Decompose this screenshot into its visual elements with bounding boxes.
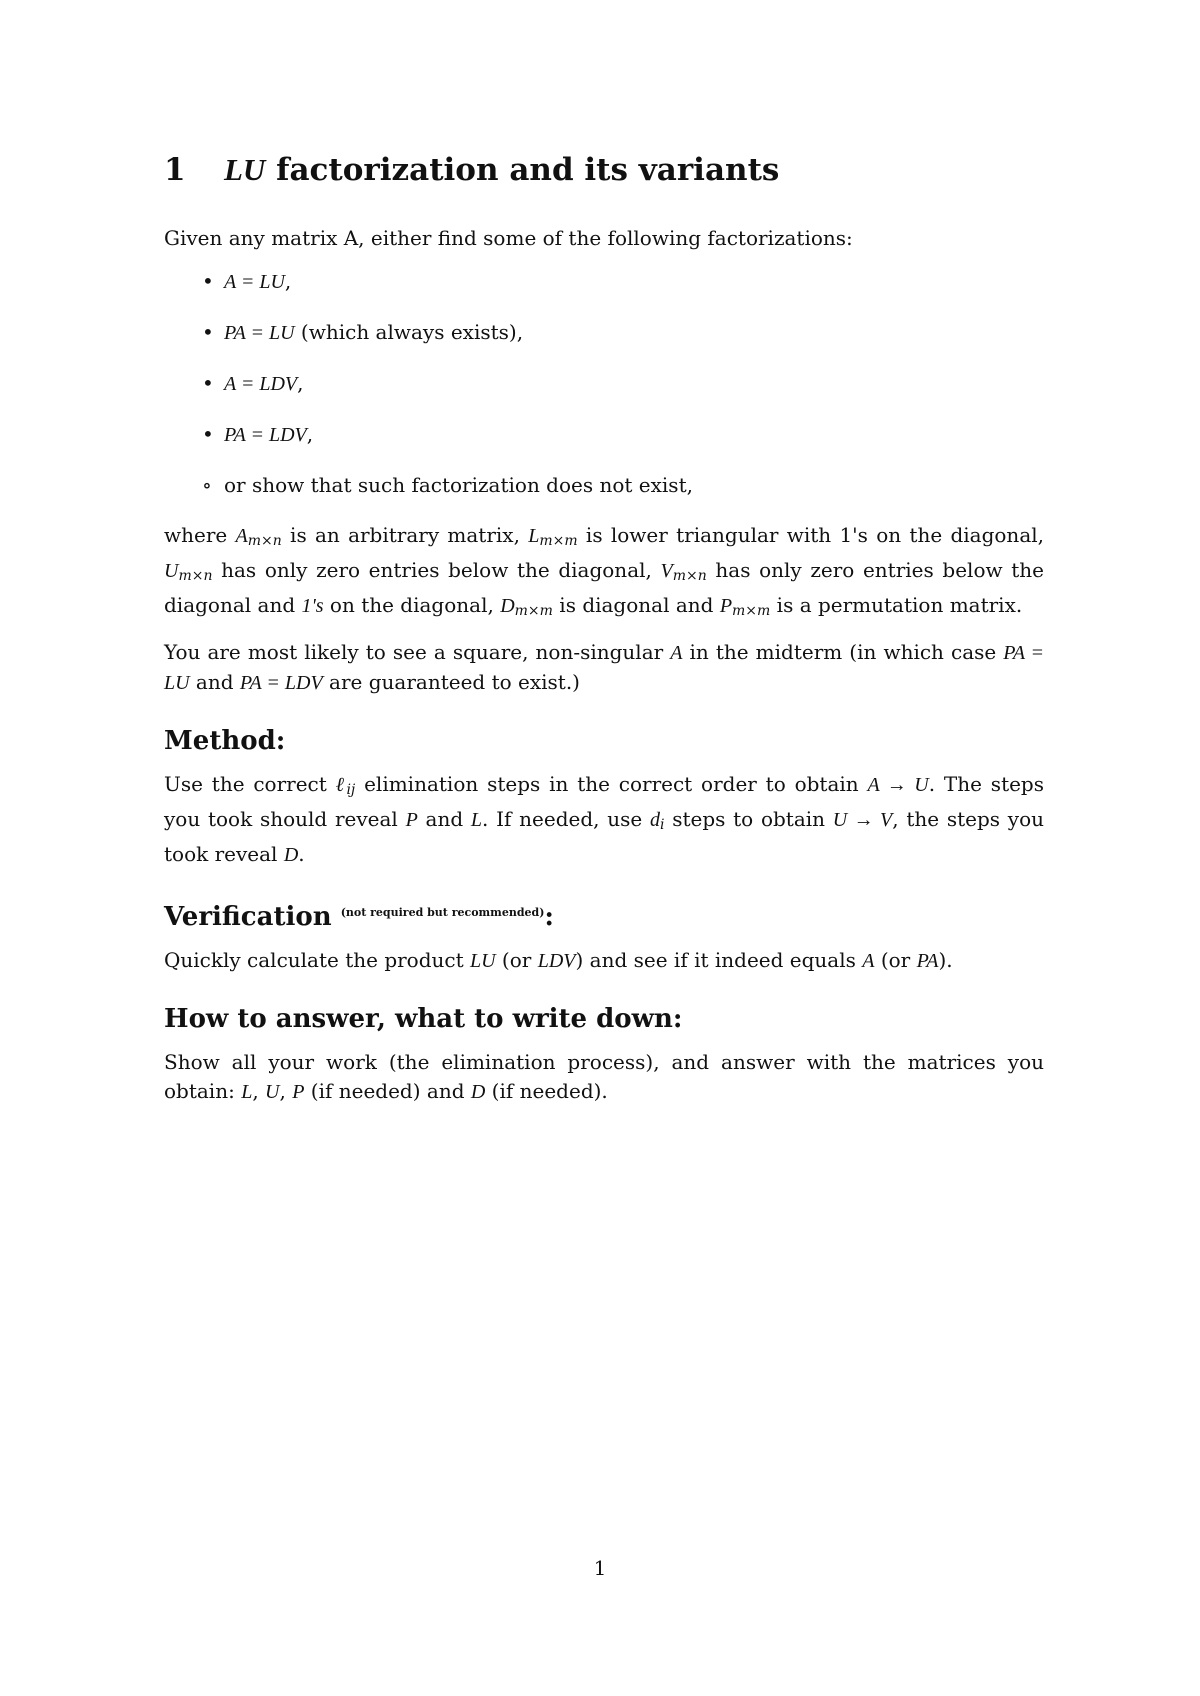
math-ell: ℓ — [335, 774, 347, 796]
text-run: . If needed, use — [482, 807, 650, 831]
section-title-math: LU — [224, 152, 266, 187]
subscript: i — [659, 817, 665, 833]
method-paragraph — [164, 770, 1044, 870]
math-P: P — [719, 595, 733, 617]
subscript: m×n — [672, 568, 707, 584]
section-heading — [164, 150, 1044, 190]
bullet-icon: • — [202, 422, 214, 446]
heading-text: Verification — [164, 902, 332, 932]
text-run: is diagonal and — [552, 593, 720, 617]
text-run: ). — [938, 948, 953, 972]
text-run: (if needed). — [485, 1079, 608, 1103]
math-equation: PA = LU — [164, 642, 1044, 694]
page-content — [164, 150, 1044, 1119]
math-LDV: LDV — [537, 950, 576, 972]
subscript: m×m — [539, 533, 578, 549]
intro-paragraph: Given any matrix A, either find some of the following factorizations: — [164, 226, 853, 250]
item-math: A = LU — [224, 271, 285, 293]
text-run: in the midterm (in which case — [682, 640, 1004, 664]
math-L: L — [241, 1081, 253, 1103]
bullet-icon: • — [202, 371, 214, 395]
subscript: m×n — [247, 533, 282, 549]
math-U: U — [164, 560, 179, 582]
verification-heading — [164, 896, 1044, 934]
subscript: m×n — [178, 568, 213, 584]
text-run: Use the correct — [164, 772, 336, 796]
circle-bullet-icon: ∘ — [202, 473, 212, 497]
list-item — [164, 318, 1044, 348]
text-run: has only zero entries below the diagonal and — [164, 558, 1044, 617]
text-run: elimination steps in the correct order to obtain — [355, 772, 868, 796]
item-text: , — [297, 371, 304, 395]
item-text: , — [306, 422, 314, 446]
text-run: has only zero entries below the diagonal, — [212, 558, 661, 582]
math-equation: A → U — [867, 774, 929, 796]
text-run: , the steps you took reveal — [164, 807, 1044, 866]
text-run: , — [252, 1079, 266, 1103]
text-run: (or — [874, 948, 917, 972]
item-math: PA = LDV — [224, 424, 307, 446]
math-D: D — [283, 844, 299, 866]
math-A: A — [670, 642, 683, 664]
math-D: D — [500, 595, 515, 617]
item-math: A = LDV — [224, 373, 298, 395]
math-P: P — [405, 809, 418, 831]
text-run: . The steps you took should reveal — [164, 772, 1045, 831]
math-ones: 1's — [301, 595, 324, 617]
subscript: m×m — [514, 603, 553, 619]
midterm-paragraph — [164, 638, 1044, 698]
heading-colon: : — [544, 902, 555, 932]
math-equation: U → V — [832, 809, 893, 831]
subscript: m×m — [732, 603, 771, 619]
text-run: is a permutation matrix. — [770, 593, 1023, 617]
section-number: 1 — [164, 152, 186, 188]
text-run: (or — [495, 948, 538, 972]
math-L: L — [528, 525, 540, 547]
answer-heading: How to answer, what to write down: — [164, 1004, 683, 1034]
item-text: , — [284, 269, 292, 293]
text-run: (if needed) and — [304, 1079, 471, 1103]
verification-paragraph — [164, 946, 1044, 976]
text-run: Quickly calculate the product — [164, 948, 470, 972]
list-item — [164, 471, 1044, 500]
list-item — [164, 267, 1044, 297]
text-run: and — [189, 670, 240, 694]
math-d: d — [649, 809, 660, 831]
item-text: (which always exists), — [294, 320, 524, 344]
answer-paragraph — [164, 1048, 1044, 1107]
definitions-paragraph — [164, 521, 1044, 626]
text-run: and — [417, 807, 471, 831]
bullet-icon: • — [202, 320, 214, 344]
method-heading: Method: — [164, 726, 286, 756]
text-run: are guaranteed to exist.) — [322, 670, 580, 694]
math-PA: PA — [916, 950, 939, 972]
text-run: steps to obtain — [664, 807, 833, 831]
page-number: 1 — [593, 1556, 607, 1580]
math-P: P — [292, 1081, 305, 1103]
list-item — [164, 369, 1044, 399]
heading-note: (not required but recommended) — [340, 906, 545, 919]
subscript: ij — [346, 782, 356, 798]
text-run: You are most likely to see a square, non-singular — [164, 640, 671, 664]
text-run: ) and see if it indeed equals — [575, 948, 863, 972]
math-A: A — [862, 950, 875, 972]
text-run: , — [279, 1079, 293, 1103]
math-U: U — [265, 1081, 280, 1103]
text-run: . — [298, 842, 305, 866]
math-L: L — [470, 809, 482, 831]
math-A: A — [235, 525, 248, 547]
list-item — [164, 420, 1044, 450]
item-text: or show that such factorization does not exist, — [224, 473, 693, 497]
math-V: V — [660, 560, 673, 582]
math-equation: PA = LDV — [239, 672, 323, 694]
section-title-text: factorization and its variants — [265, 152, 780, 188]
text-run: on the diagonal, — [323, 593, 501, 617]
math-LU: LU — [470, 950, 496, 972]
text-run: Show all your work (the elimination process), and answer with the matrices you obtain: — [164, 1050, 1044, 1103]
item-math: PA = LU — [224, 322, 295, 344]
factorization-list — [164, 267, 1044, 500]
text-run: is an arbitrary matrix, — [281, 523, 529, 547]
math-D: D — [470, 1081, 486, 1103]
text-run: where — [164, 523, 236, 547]
text-run: is lower triangular with 1's on the diagonal, — [577, 523, 1044, 547]
bullet-icon: • — [202, 269, 214, 293]
